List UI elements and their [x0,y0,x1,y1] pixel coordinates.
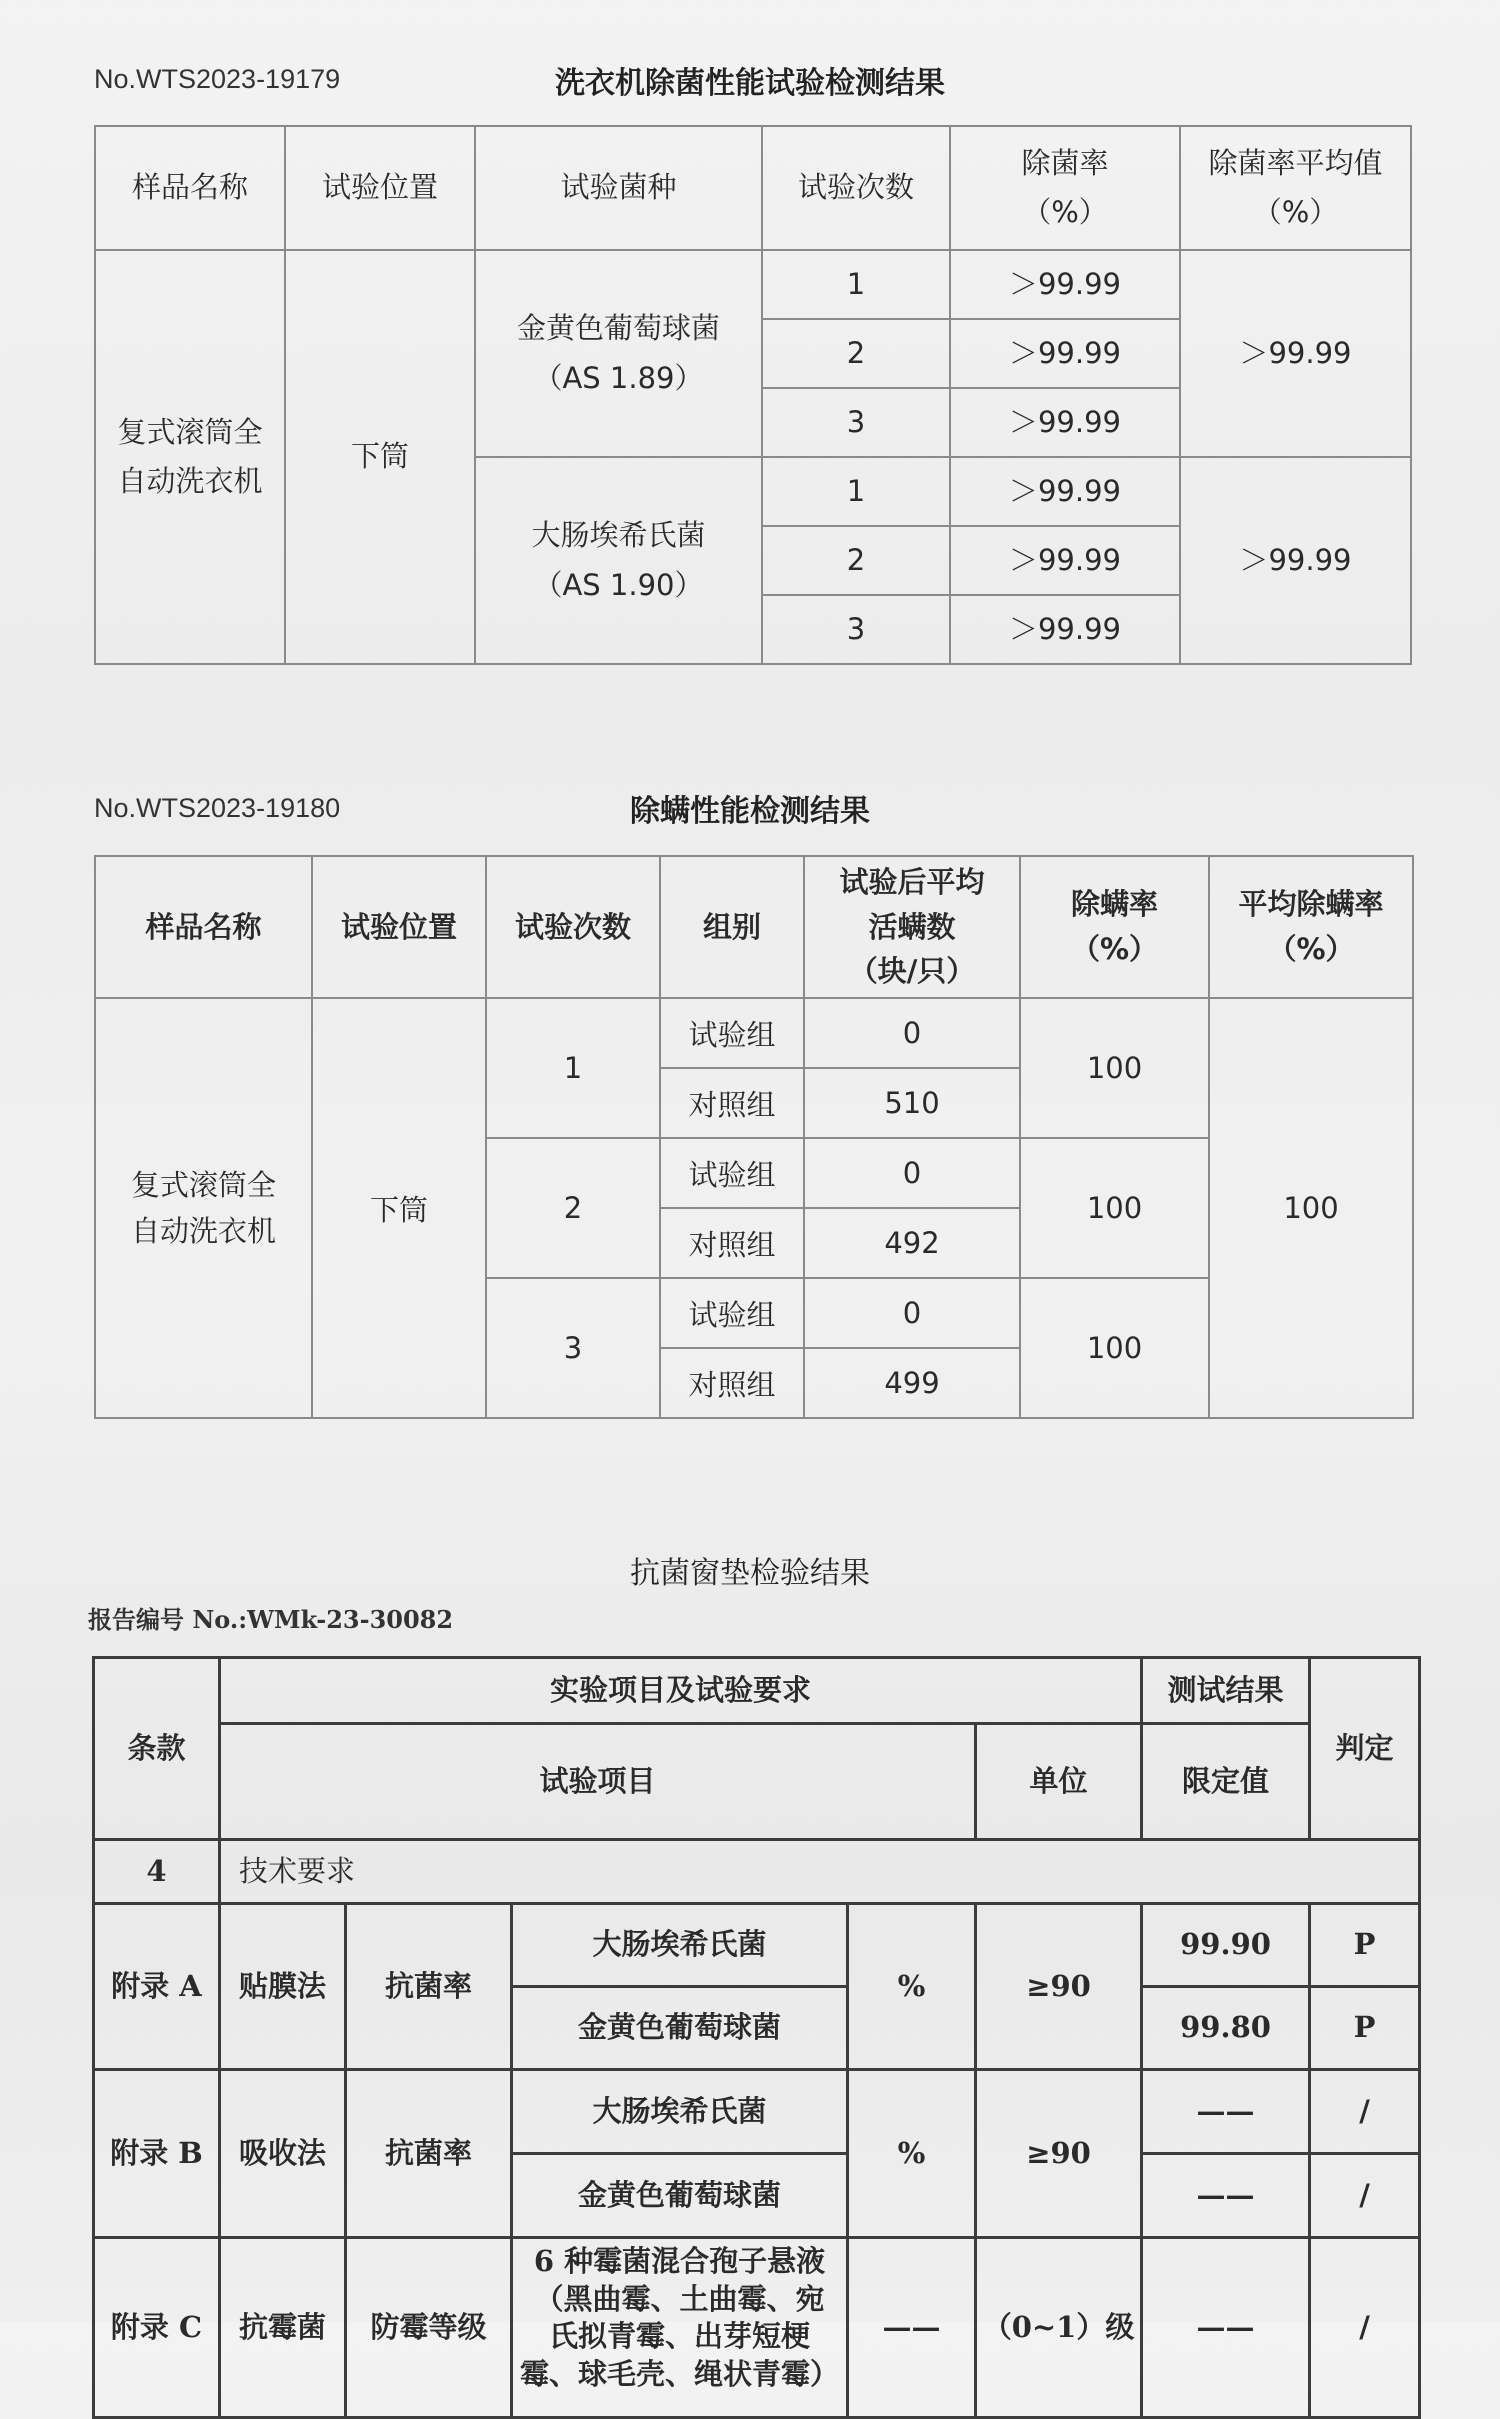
run-cell: 1 [486,998,660,1138]
header-cell: 判定 [1310,1658,1420,1840]
antibacterial-gasket-table [92,1656,1421,2419]
strain-cell: 大肠埃希氏菌 [512,1904,848,1987]
rate-cell: 100 [1020,998,1209,1138]
strain-cell: 大肠埃希氏菌 [512,2070,848,2154]
rate-cell: ＞99.99 [950,388,1180,457]
strain-cell: 金黄色葡萄球菌 [512,1987,848,2070]
rate-cell: ＞99.99 [950,457,1180,526]
metric-cell: 抗菌率 [346,1904,512,2070]
rate-cell: ＞99.99 [950,319,1180,388]
header-line: （%） [1070,932,1159,966]
avg-rate-cell: ＞99.99 [1180,457,1411,664]
run-cell: 3 [486,1278,660,1418]
table-row [94,1904,1420,1987]
mite-count-cell: 0 [804,998,1020,1068]
header-cell: 条款 [94,1658,220,1840]
header-cell: 试验位置 [285,126,475,250]
mite-count-cell: 510 [804,1068,1020,1138]
header-cell: 实验项目及试验要求 [220,1658,1142,1724]
header-line: （%） [1252,195,1339,229]
table-header-row [95,856,1413,998]
header-cell: 试验项目 [220,1724,976,1840]
strain-line: （黑曲霉、土曲霉、宛 [534,2281,825,2316]
report-number-3: 报告编号 No.:WMk-23-30082 [88,1605,454,1634]
position-cell: 下筒 [312,998,486,1418]
avg-rate-cell: 100 [1209,998,1413,1418]
run-cell: 1 [762,250,950,319]
strain-code: （AS 1.90） [533,567,704,602]
header-line: 除菌率平均值 [1208,145,1383,180]
mite-removal-table [94,855,1414,1419]
table-row [95,998,1413,1068]
avg-rate-cell: ＞99.99 [1180,250,1411,457]
header-cell: 试验菌种 [475,126,762,250]
header-cell [1209,856,1413,998]
header-cell: 测试结果 [1142,1658,1310,1724]
rate-cell: ＞99.99 [950,595,1180,664]
table-row [94,2070,1420,2154]
sample-line: 自动洗衣机 [130,1214,276,1248]
mite-count-cell: 0 [804,1138,1020,1208]
header-line: 活螨数 [868,909,956,944]
header-cell: 样品名称 [95,856,312,998]
unit-cell: —— [848,2238,976,2418]
strain-line: 6 种霉菌混合孢子悬液 [533,2244,826,2279]
clause-cell: 附录 B [94,2070,220,2238]
section-title-2: 除螨性能检测结果 [630,794,870,829]
header-cell: 单位 [976,1724,1142,1840]
mite-count-cell: 499 [804,1348,1020,1418]
verdict-cell: / [1310,2154,1420,2238]
rate-cell: ＞99.99 [950,250,1180,319]
sample-line: 复式滚筒全 [117,414,263,449]
sample-line: 复式滚筒全 [130,1167,276,1202]
clause-cell: 附录 A [94,1904,220,2070]
header-cell [804,856,1020,998]
rate-cell: ＞99.99 [950,526,1180,595]
sample-name-cell [95,250,285,664]
table-header-row [94,1724,1420,1840]
group-cell: 对照组 [660,1348,804,1418]
header-cell [1180,126,1411,250]
method-cell: 吸收法 [220,2070,346,2238]
strain-line: 霉、球毛壳、绳状青霉） [519,2357,839,2392]
strain-name: 大肠埃希氏菌 [531,518,706,553]
strain-cell [475,457,762,664]
run-cell: 2 [486,1138,660,1278]
header-cell [1020,856,1209,998]
run-cell: 1 [762,457,950,526]
mite-count-cell: 0 [804,1278,1020,1348]
measured-cell: 99.90 [1142,1904,1310,1987]
strain-name: 金黄色葡萄球菌 [516,311,720,346]
header-line: 试验后平均 [839,864,985,899]
clause-cell: 4 [94,1840,220,1904]
header-cell: 组别 [660,856,804,998]
position-cell: 下筒 [285,250,475,664]
run-cell: 3 [762,595,950,664]
measured-cell: —— [1142,2238,1310,2418]
header-cell: 试验位置 [312,856,486,998]
strain-cell [512,2238,848,2418]
header-line: 除螨率 [1070,887,1158,922]
header-cell: 试验次数 [762,126,950,250]
verdict-cell: P [1310,1987,1420,2070]
strain-cell: 金黄色葡萄球菌 [512,2154,848,2238]
group-cell: 对照组 [660,1208,804,1278]
table-row [94,2238,1420,2418]
group-cell: 试验组 [660,1138,804,1208]
unit-cell: % [848,1904,976,2070]
report-number-2: No.WTS2023-19180 [94,793,341,823]
strain-code: （AS 1.89） [533,360,704,395]
strain-line: 氏拟青霉、出芽短梗 [548,2319,810,2354]
mite-count-cell: 492 [804,1208,1020,1278]
group-cell: 试验组 [660,998,804,1068]
header-line: 平均除螨率 [1238,887,1384,922]
rate-cell: 100 [1020,1278,1209,1418]
method-cell: 贴膜法 [220,1904,346,2070]
measured-cell: —— [1142,2154,1310,2238]
metric-cell: 防霉等级 [346,2238,512,2418]
sample-name-cell [95,998,312,1418]
header-line: 除菌率 [1021,145,1109,180]
header-line: （%） [1267,932,1355,966]
run-cell: 3 [762,388,950,457]
measured-cell: —— [1142,2070,1310,2154]
report-number-1: No.WTS2023-19179 [94,64,341,94]
group-cell: 对照组 [660,1068,804,1138]
sample-line: 自动洗衣机 [117,464,263,498]
group-cell: 试验组 [660,1278,804,1348]
verdict-cell: P [1310,1904,1420,1987]
requirement-cell: 技术要求 [220,1840,1420,1904]
header-cell: 试验次数 [486,856,660,998]
section-title-1: 洗衣机除菌性能试验检测结果 [555,66,945,101]
table-row [94,1840,1420,1904]
clause-cell: 附录 C [94,2238,220,2418]
table-header-row [95,126,1411,250]
metric-cell: 抗菌率 [346,2070,512,2238]
rate-cell: 100 [1020,1138,1209,1278]
measured-cell: 99.80 [1142,1987,1310,2070]
table-row [95,250,1411,319]
run-cell: 2 [762,319,950,388]
strain-cell [475,250,762,457]
limit-cell: ≥90 [976,2070,1142,2238]
header-cell [950,126,1180,250]
header-cell: 限定值 [1142,1724,1310,1840]
method-cell: 抗霉菌 [220,2238,346,2418]
limit-cell: （0~1）级 [976,2238,1142,2418]
run-cell: 2 [762,526,950,595]
table-header-row [94,1658,1420,1724]
section-title-3: 抗菌窗垫检验结果 [630,1556,870,1591]
limit-cell: ≥90 [976,1904,1142,2070]
verdict-cell: / [1310,2070,1420,2154]
sterilization-results-table [94,125,1412,665]
header-line: （%） [1022,195,1108,229]
header-cell: 样品名称 [95,126,285,250]
verdict-cell: / [1310,2238,1420,2418]
header-line: （块/只） [848,954,976,989]
unit-cell: % [848,2070,976,2238]
